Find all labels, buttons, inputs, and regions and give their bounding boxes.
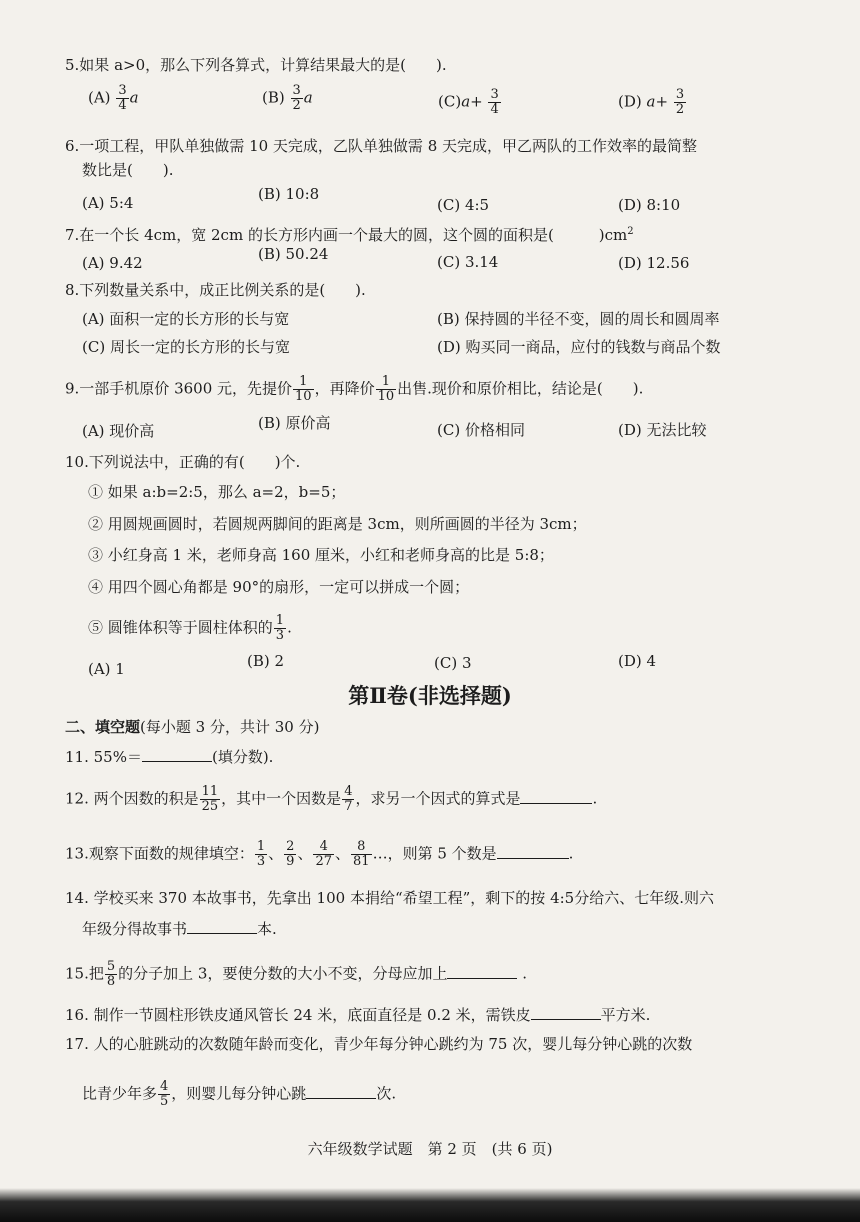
numerator: 3 bbox=[490, 87, 499, 102]
q9-stem bbox=[65, 375, 643, 404]
q17-text: 比青少年多 bbox=[82, 1084, 158, 1103]
q10-option-b: (B) 2 bbox=[247, 652, 285, 670]
numerator: 11 bbox=[201, 784, 219, 799]
q13 bbox=[65, 840, 573, 869]
q14-text: 本. bbox=[257, 920, 277, 938]
q17-line1: 17. 人的心脏跳动的次数随年龄而变化，青少年每分钟心跳约为 75 次，婴儿每分钟心跳的次数 bbox=[65, 1035, 693, 1053]
q12-text: . bbox=[592, 789, 598, 808]
q5-stem: 5.如果 a>0，那么下列各算式，计算结果最大的是( ). bbox=[65, 56, 447, 74]
q9-option-d: (D) 无法比较 bbox=[618, 421, 707, 439]
numerator: 3 bbox=[675, 87, 685, 102]
fraction bbox=[200, 785, 221, 814]
denominator: 81 bbox=[353, 854, 370, 869]
q10-statement-1: ① 如果 a:b=2:5，那么 a=2，b=5； bbox=[88, 483, 346, 501]
q8-option-b: (B) 保持圆的半径不变，圆的周长和圆周率 bbox=[437, 310, 720, 328]
statement-text: ⑤ 圆锥体积等于圆柱体积的 bbox=[88, 618, 273, 637]
expression: a+ bbox=[646, 92, 669, 111]
q9-text: ，再降价 bbox=[314, 379, 375, 398]
q10-option-a: (A) 1 bbox=[88, 660, 125, 678]
q11-text: (填分数). bbox=[211, 748, 274, 766]
q5-option-a bbox=[88, 84, 139, 113]
q6-option-d: (D) 8:10 bbox=[618, 196, 681, 214]
denominator: 25 bbox=[201, 799, 219, 814]
numerator: 8 bbox=[351, 840, 372, 855]
numerator: 1 bbox=[256, 839, 266, 854]
q10-statement-4: ④ 用四个圆心角都是 90°的扇形，一定可以拼成一个圆； bbox=[88, 578, 470, 596]
q14-line1: 14. 学校买来 370 本故事书，先拿出 100 本捐给“希望工程”，剩下的按 4:5分给六、七年级.则六 bbox=[65, 889, 714, 907]
fill-heading-note: (每小题 3 分，共计 30 分) bbox=[140, 718, 320, 736]
answer-blank bbox=[306, 1083, 376, 1099]
q13-text: . bbox=[568, 844, 574, 863]
separator: 、 bbox=[268, 844, 284, 863]
q6-option-b: (B) 10:8 bbox=[258, 185, 320, 203]
fraction bbox=[274, 614, 286, 643]
q15-text: . bbox=[522, 964, 528, 983]
denominator: 4 bbox=[490, 102, 499, 117]
statement-text: . bbox=[287, 618, 292, 637]
q9-text: 出售.现价和原价相比，结论是( ). bbox=[397, 379, 644, 398]
q10-stem: 10.下列说法中，正确的有( )个. bbox=[65, 453, 301, 471]
q15 bbox=[65, 960, 527, 989]
denominator: 7 bbox=[344, 799, 353, 814]
fraction bbox=[158, 1080, 170, 1109]
q7-option-a: (A) 9.42 bbox=[82, 254, 143, 272]
answer-blank bbox=[531, 1004, 601, 1020]
q8-option-a: (A) 面积一定的长方形的长与宽 bbox=[82, 310, 290, 328]
q16-text: 平方米. bbox=[600, 1006, 651, 1024]
q8-stem: 8.下列数量关系中，成正比例关系的是( ). bbox=[65, 281, 366, 299]
q7-option-c: (C) 3.14 bbox=[437, 253, 499, 271]
q13-text: …，则第 5 个数是 bbox=[372, 844, 497, 863]
numerator: 5 bbox=[106, 959, 116, 974]
q11 bbox=[65, 746, 273, 767]
q7-superscript: 2 bbox=[627, 226, 634, 237]
q10-statement-5 bbox=[88, 614, 292, 643]
q14-line2 bbox=[82, 918, 277, 939]
fraction bbox=[284, 840, 296, 869]
q12-text: ，其中一个因数是 bbox=[221, 789, 342, 808]
page-footer: 六年级数学试题 第 2 页 (共 6 页) bbox=[307, 1140, 553, 1158]
numerator: 4 bbox=[344, 784, 353, 799]
q17-line2 bbox=[82, 1080, 396, 1109]
fraction bbox=[255, 840, 267, 869]
option-label: (D) bbox=[618, 92, 642, 111]
scan-shadow bbox=[0, 1188, 860, 1222]
fraction bbox=[376, 375, 397, 404]
fraction bbox=[116, 84, 128, 113]
answer-blank bbox=[187, 918, 257, 934]
numerator: 3 bbox=[118, 83, 127, 98]
q5-option-c bbox=[438, 88, 502, 117]
separator: 、 bbox=[297, 844, 313, 863]
denominator: 5 bbox=[160, 1094, 169, 1109]
denominator: 27 bbox=[315, 854, 332, 869]
q17-text: 次. bbox=[376, 1084, 397, 1103]
denominator: 9 bbox=[286, 854, 295, 869]
fraction bbox=[313, 840, 334, 869]
q11-text: 11. 55%＝ bbox=[65, 748, 142, 766]
q7-option-b: (B) 50.24 bbox=[258, 245, 329, 263]
denominator: 2 bbox=[675, 102, 685, 117]
q15-text: 15.把 bbox=[65, 964, 104, 983]
denominator: 2 bbox=[292, 98, 301, 113]
numerator: 3 bbox=[292, 83, 301, 98]
q13-text: 13.观察下面数的规律填空： bbox=[65, 844, 254, 863]
fill-heading-label: 二、填空题 bbox=[65, 718, 141, 736]
q5-option-b bbox=[262, 84, 313, 113]
denominator: 3 bbox=[275, 628, 285, 643]
q12-text: 12. 两个因数的积是 bbox=[65, 789, 199, 808]
fraction bbox=[291, 84, 303, 113]
q15-text: 的分子加上 3，要使分数的大小不变，分母应加上 bbox=[118, 964, 448, 983]
q9-text: 9.一部手机原价 3600 元，先提价 bbox=[65, 379, 293, 398]
fraction bbox=[488, 88, 500, 117]
numerator: 4 bbox=[160, 1079, 169, 1094]
denominator: 10 bbox=[295, 389, 312, 404]
q16-text: 16. 制作一节圆柱形铁皮通风管长 24 米，底面直径是 0.2 米，需铁皮 bbox=[65, 1006, 531, 1024]
separator: 、 bbox=[335, 844, 351, 863]
q10-statement-3: ③ 小红身高 1 米，老师身高 160 厘米，小红和老师身高的比是 5:8； bbox=[88, 546, 554, 564]
q7-stem bbox=[65, 222, 634, 245]
denominator: 8 bbox=[106, 974, 116, 989]
q17-text: ，则婴儿每分钟心跳 bbox=[171, 1084, 307, 1103]
q10-statement-2: ② 用圆规画圆时，若圆规两脚间的距离是 3cm，则所画圆的半径为 3cm； bbox=[88, 515, 587, 533]
numerator: 4 bbox=[313, 840, 334, 855]
fraction bbox=[674, 88, 686, 117]
expression: a+ bbox=[461, 92, 483, 111]
fraction bbox=[293, 375, 314, 404]
q12 bbox=[65, 785, 597, 814]
numerator: 1 bbox=[293, 375, 314, 390]
option-label: (C) bbox=[438, 92, 462, 111]
section-title: 第Ⅱ卷(非选择题) bbox=[348, 683, 512, 708]
answer-blank bbox=[447, 963, 517, 979]
variable: a bbox=[303, 88, 313, 107]
denominator: 10 bbox=[377, 389, 395, 404]
option-label: (A) bbox=[88, 88, 111, 107]
q10-option-d: (D) 4 bbox=[618, 652, 657, 670]
numerator: 2 bbox=[286, 839, 295, 854]
answer-blank bbox=[142, 746, 212, 762]
q7-stem-text: 7.在一个长 4cm，宽 2cm 的长方形内画一个最大的圆，这个圆的面积是( )cm bbox=[65, 226, 628, 244]
q8-option-c: (C) 周长一定的长方形的长与宽 bbox=[82, 338, 290, 356]
option-label: (B) bbox=[262, 88, 285, 107]
q6-stem-line2: 数比是( ). bbox=[82, 161, 174, 179]
q9-option-a: (A) 现价高 bbox=[82, 422, 155, 440]
q16 bbox=[65, 1004, 650, 1025]
q9-option-b: (B) 原价高 bbox=[258, 414, 331, 432]
q9-option-c: (C) 价格相同 bbox=[437, 421, 525, 439]
fraction bbox=[351, 840, 372, 869]
q14-text: 年级分得故事书 bbox=[82, 920, 188, 938]
denominator: 3 bbox=[256, 854, 266, 869]
numerator: 1 bbox=[275, 613, 285, 628]
q7-option-d: (D) 12.56 bbox=[618, 254, 690, 272]
numerator: 1 bbox=[376, 375, 397, 390]
fraction bbox=[342, 785, 354, 814]
q6-option-c: (C) 4:5 bbox=[437, 196, 490, 214]
q6-option-a: (A) 5:4 bbox=[82, 194, 134, 212]
fraction bbox=[105, 960, 117, 989]
q5-option-d bbox=[618, 88, 687, 117]
answer-blank bbox=[497, 843, 569, 859]
q8-option-d: (D) 购买同一商品，应付的钱数与商品个数 bbox=[437, 338, 721, 356]
denominator: 4 bbox=[118, 98, 127, 113]
answer-blank bbox=[520, 788, 592, 804]
q6-stem-line1: 6.一项工程，甲队单独做需 10 天完成，乙队单独做需 8 天完成，甲乙两队的工作效率的最简整 bbox=[65, 137, 698, 155]
variable: a bbox=[129, 88, 139, 107]
q12-text: ，求另一个因式的算式是 bbox=[355, 789, 521, 808]
fill-heading bbox=[65, 717, 319, 737]
q10-option-c: (C) 3 bbox=[434, 654, 472, 672]
